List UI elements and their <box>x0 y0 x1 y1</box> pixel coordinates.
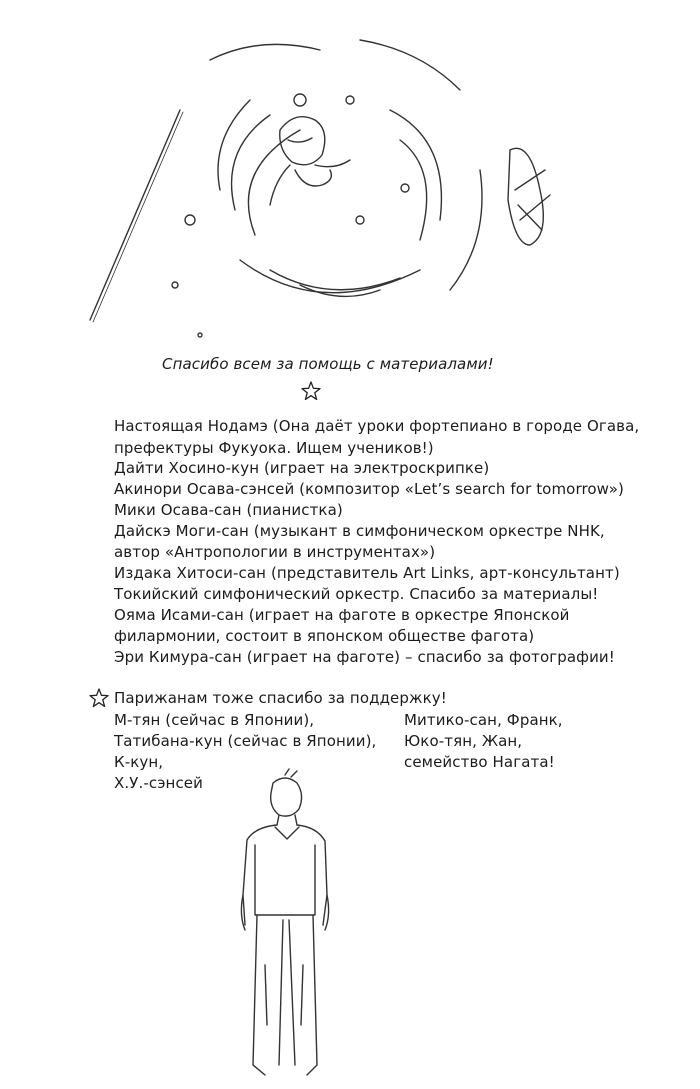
list-item: Митико-сан, Франк, <box>404 711 563 729</box>
list-item: М-тян (сейчас в Японии), <box>114 711 315 729</box>
standing-man-illustration <box>215 765 345 1085</box>
list-item: филармонии, состоит в японском обществе фагота) <box>114 627 535 645</box>
list-item: Х.У.-сэнсей <box>114 774 203 792</box>
paris-heading: Парижанам тоже спасибо за поддержку! <box>114 689 447 707</box>
list-item: Дайти Хосино-кун (играет на электроскрипке) <box>114 459 490 477</box>
list-item: Настоящая Нодамэ (Она даёт уроки фортепиано в городе Огава, <box>114 417 640 435</box>
list-item: префектуры Фукуока. Ищем учеников!) <box>114 439 434 457</box>
list-item: Дайскэ Моги-сан (музыкант в симфоническом оркестре NHK, <box>114 522 605 540</box>
list-item: Юко-тян, Жан, <box>404 732 523 750</box>
list-item: Эри Кимура-сан (играет на фаготе) – спасибо за фотографии! <box>114 648 615 666</box>
list-item: К-кун, <box>114 753 164 771</box>
list-item: Ояма Исами-сан (играет на фаготе в оркестре Японской <box>114 606 570 624</box>
floating-girl-illustration <box>60 20 660 350</box>
list-item: Татибана-кун (сейчас в Японии), <box>114 732 377 750</box>
list-item: Издака Хитоси-сан (представитель Art Links, арт-консультант) <box>114 564 620 582</box>
star-icon <box>301 381 321 401</box>
list-item: автор «Антропологии в инструментах») <box>114 543 436 561</box>
list-item: Акинори Осава-сэнсей (композитор «Let’s search for tomorrow») <box>114 480 624 498</box>
thanks-heading: Спасибо всем за помощь с материалами! <box>162 355 494 373</box>
list-item: семейство Нагата! <box>404 753 555 771</box>
star-icon <box>89 688 109 708</box>
list-item: Мики Осава-сан (пианистка) <box>114 501 343 519</box>
list-item: Токийский симфонический оркестр. Спасибо за материалы! <box>114 585 599 603</box>
